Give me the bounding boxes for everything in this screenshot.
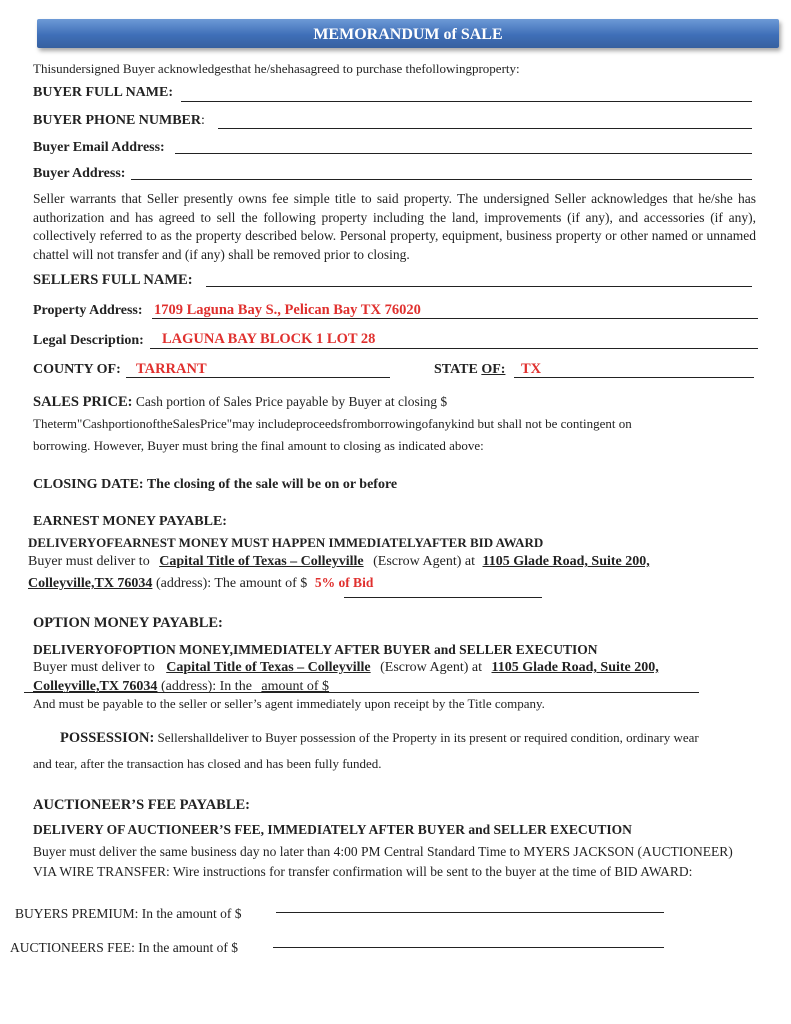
county-label: COUNTY OF: [33, 362, 121, 377]
option-amount-field[interactable] [24, 692, 699, 693]
possession-line2: and tear, after the transaction has closed and has been fully funded. [33, 756, 382, 771]
property-address-value[interactable]: 1709 Laguna Bay S., Pelican Bay TX 76020 [154, 302, 421, 318]
buyers-premium-field[interactable] [276, 912, 664, 913]
warranty-paragraph: Seller warrants that Seller presently owns fee simple title to said property. The undersigned Seller acknowledges that he/she has authorization and has agreed to sell the following property including the land, improvements (if any), and accessories (if any), collectively referred to as the property described below. Personal property, equipment, business property or other named or unnamed chattel will not transfer and (if any) shall be removed prior to closing. [33, 191, 756, 262]
earnest-address-line1: 1105 Glade Road, Suite 200, [482, 554, 650, 569]
earnest-deliver-line [28, 554, 650, 570]
earnest-amount-line [28, 575, 373, 592]
auctioneers-fee-label: AUCTIONEERS FEE: In the amount of $ [10, 940, 238, 955]
option-buyer-must: Buyer must deliver to [33, 660, 155, 675]
sales-price-label: SALES PRICE: [33, 394, 133, 410]
state-label-part2: OF: [481, 362, 506, 377]
buyer-full-name-label: BUYER FULL NAME: [33, 85, 174, 100]
option-address-text: (address): In the [160, 679, 252, 694]
buyer-phone-colon: : [201, 113, 205, 128]
buyer-full-name-field[interactable] [181, 101, 752, 102]
possession-line1 [60, 730, 699, 747]
buyer-email-label: Buyer Email Address: [33, 140, 165, 155]
option-address-line2: Colleyville,TX 76034 [33, 679, 158, 694]
legal-description-field[interactable] [150, 348, 758, 349]
option-address-line1: 1105 Glade Road, Suite 200, [491, 660, 659, 675]
county-value[interactable]: TARRANT [136, 361, 207, 377]
sales-price-text: Cash portion of Sales Price payable by Buyer at closing $ [135, 394, 448, 409]
buyer-phone-label-text: BUYER PHONE NUMBER [33, 113, 202, 128]
possession-label: POSSESSION: [60, 730, 155, 746]
state-label-part1: STATE [434, 362, 482, 377]
sales-price-line3: borrowing. However, Buyer must bring the final amount to closing as indicated above: [33, 438, 484, 453]
buyers-premium-label: BUYERS PREMIUM: In the amount of $ [15, 906, 242, 921]
document-title-banner: MEMORANDUM of SALE [37, 19, 779, 48]
sales-price-line1 [33, 394, 447, 411]
option-title-company: Capital Title of Texas – Colleyville [166, 660, 371, 675]
auctioneer-fee-subheading: DELIVERY OF AUCTIONEER’S FEE, IMMEDIATELY AFTER BUYER and SELLER EXECUTION [33, 822, 632, 837]
sellers-full-name-label: SELLERS FULL NAME: [33, 272, 193, 288]
sellers-full-name-field[interactable] [206, 286, 752, 287]
sales-price-line2: Theterm"CashportionoftheSalesPrice"may includeproceedsfromborrowingofanykind but shall not be contingent on [33, 416, 632, 431]
buyer-address-label: Buyer Address: [33, 166, 126, 181]
property-address-label: Property Address: [33, 303, 143, 318]
earnest-amount-field[interactable] [344, 597, 542, 598]
buyer-email-field[interactable] [175, 153, 752, 154]
buyer-address-field[interactable] [131, 179, 752, 180]
auctioneer-fee-paragraph: Buyer must deliver the same business day no later than 4:00 PM Central Standard Time to MYERS JACKSON (AUCTIONEER) VIA WIRE TRANSFER: Wire instructions for transfer confirmation will be sent to the buyer at the time of BID AWARD: [33, 844, 733, 879]
earnest-escrow-at: (Escrow Agent) at [373, 554, 475, 569]
earnest-address-line2: Colleyville,TX 76034 [28, 576, 153, 591]
buyer-phone-field[interactable] [218, 128, 752, 129]
state-field[interactable] [514, 377, 754, 378]
legal-description-value[interactable]: LAGUNA BAY BLOCK 1 LOT 28 [162, 331, 376, 347]
legal-description-label: Legal Description: [33, 333, 144, 348]
possession-text: Sellershalldeliver to Buyer possession of the Property in its present or required condition, ordinary wear [157, 730, 699, 745]
buyer-phone-label [33, 113, 205, 129]
earnest-amount-value[interactable]: 5% of Bid [314, 575, 374, 590]
intro-text: Thisundersigned Buyer acknowledgesthat he/shehasagreed to purchase thefollowingproperty: [33, 61, 520, 76]
auctioneers-fee-field[interactable] [273, 947, 664, 948]
state-label [434, 362, 505, 378]
option-deliver-line [33, 660, 659, 676]
auctioneer-fee-heading: AUCTIONEER’S FEE PAYABLE: [33, 797, 251, 813]
option-amount-text: amount of $ [261, 679, 330, 694]
option-escrow-at: (Escrow Agent) at [380, 660, 482, 675]
closing-date: CLOSING DATE: The closing of the sale will be on or before [33, 477, 398, 492]
earnest-amount-text: (address): The amount of $ [155, 576, 308, 591]
option-money-subheading: DELIVERYOFOPTION MONEY,IMMEDIATELY AFTER BUYER and SELLER EXECUTION [33, 642, 598, 657]
option-money-heading: OPTION MONEY PAYABLE: [33, 615, 223, 631]
county-field[interactable] [126, 377, 390, 378]
earnest-money-heading: EARNEST MONEY PAYABLE: [33, 514, 227, 529]
earnest-title-company: Capital Title of Texas – Colleyville [159, 554, 364, 569]
earnest-money-subheading: DELIVERYOFEARNEST MONEY MUST HAPPEN IMMEDIATELYAFTER BID AWARD [28, 535, 544, 550]
state-value[interactable]: TX [521, 361, 542, 377]
earnest-buyer-must: Buyer must deliver to [28, 554, 150, 569]
property-address-field[interactable] [152, 318, 758, 319]
option-payable-line: And must be payable to the seller or seller’s agent immediately upon receipt by the Title company. [33, 696, 545, 711]
